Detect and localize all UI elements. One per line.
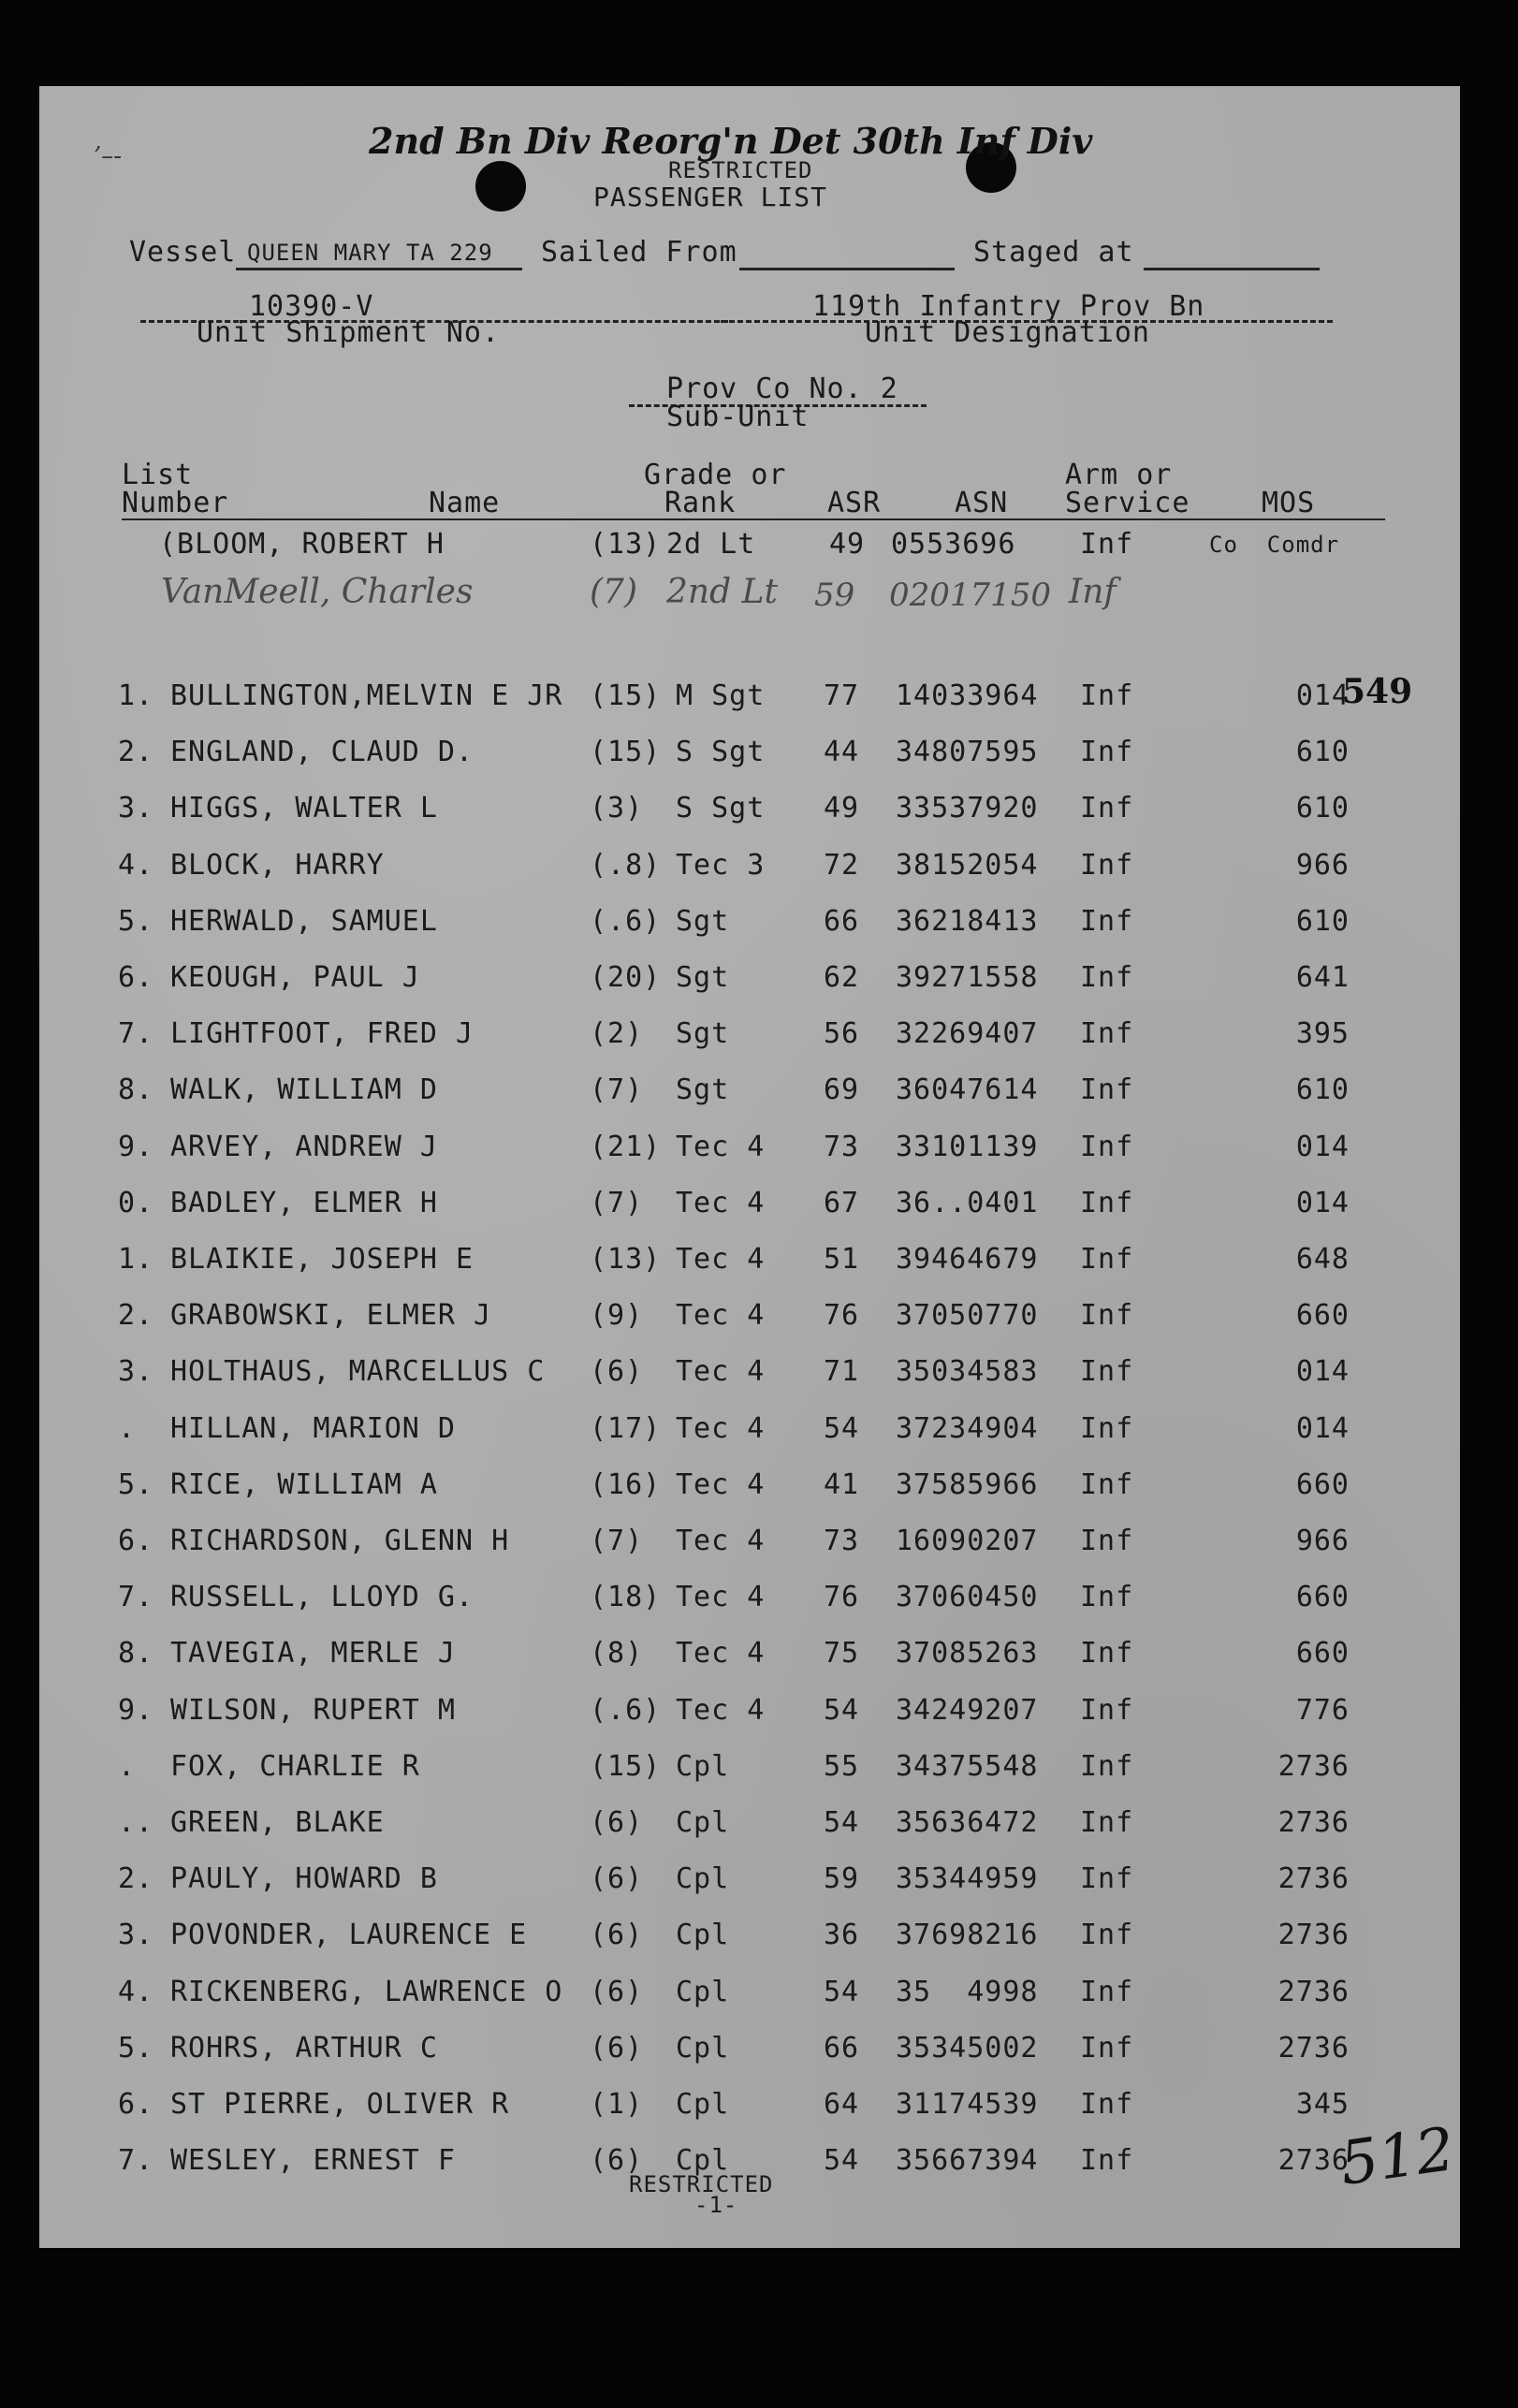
col-arm-2: Service <box>1065 487 1190 519</box>
handwritten-header: 2nd Bn Div Reorg'n Det 30th Inf Div <box>369 120 1093 162</box>
arm-service: Inf <box>1080 961 1134 994</box>
asn: 37585966 <box>896 1467 1039 1501</box>
row-number: 6. <box>118 1525 154 1557</box>
group-code: (15) <box>590 736 662 769</box>
asn: 35636472 <box>896 1806 1039 1839</box>
group-code: (8) <box>590 1637 644 1671</box>
asr: 66 <box>824 2031 860 2065</box>
document-title: PASSENGER LIST <box>593 182 828 212</box>
staged-at-underline <box>1144 268 1320 270</box>
asr: 51 <box>824 1243 860 1276</box>
group-code: (6) <box>590 1862 644 1896</box>
asn: 35345002 <box>896 2031 1039 2065</box>
table-row <box>39 1355 1460 1402</box>
passenger-name: WALK, WILLIAM D <box>170 1073 438 1107</box>
asr: 76 <box>824 1581 860 1614</box>
passenger-name: RUSSELL, LLOYD G. <box>170 1581 474 1614</box>
grade: Sgt <box>676 961 730 994</box>
grade: Cpl <box>676 1862 730 1896</box>
passenger-name: HOLTHAUS, MARCELLUS C <box>170 1355 546 1389</box>
officer-name: (BLOOM, ROBERT H <box>159 528 445 561</box>
grade: M Sgt <box>676 679 766 712</box>
asr: 76 <box>824 1299 860 1333</box>
table-row <box>39 1187 1460 1233</box>
grade: S Sgt <box>676 792 766 825</box>
arm-service: Inf <box>1080 1073 1134 1107</box>
handwritten-officer-arm: Inf <box>1069 573 1117 611</box>
arm-service: Inf <box>1080 1862 1134 1896</box>
sub-unit-value: Prov Co No. 2 <box>666 372 898 405</box>
row-number: 4. <box>118 1975 154 2008</box>
asn: 37060450 <box>896 1581 1039 1614</box>
mos: 648 <box>1295 1243 1350 1276</box>
table-row <box>39 961 1460 1008</box>
arm-service: Inf <box>1080 736 1134 769</box>
officer-asr: 49 <box>829 528 866 561</box>
row-number: 7. <box>118 2144 154 2178</box>
table-row <box>39 2088 1460 2135</box>
table-row <box>39 1637 1460 1684</box>
passenger-name: ST PIERRE, OLIVER R <box>170 2088 510 2121</box>
asn: 33537920 <box>896 792 1039 825</box>
row-number: 4. <box>118 848 154 882</box>
header-underline <box>122 518 1385 520</box>
asn: 37698216 <box>896 1919 1039 1952</box>
asr: 54 <box>824 1975 860 2008</box>
asn: 34249207 <box>896 1693 1039 1727</box>
arm-service: Inf <box>1080 1919 1134 1952</box>
mos: 2736 <box>1277 1975 1350 2008</box>
arm-service: Inf <box>1080 1186 1134 1219</box>
corner-mark: ’–‐ <box>94 142 123 170</box>
arm-service: Inf <box>1080 2031 1134 2065</box>
asr: 77 <box>824 679 860 712</box>
grade: Tec 4 <box>676 1525 766 1557</box>
asn: 37234904 <box>896 1411 1039 1445</box>
mos: 966 <box>1295 848 1350 882</box>
grade: Cpl <box>676 2031 730 2065</box>
arm-service: Inf <box>1080 1693 1134 1727</box>
unit-designation-value: 119th Infantry Prov Bn <box>812 290 1205 323</box>
mos: 2736 <box>1277 1749 1350 1783</box>
asn: 35344959 <box>896 1862 1039 1896</box>
mos: 014 <box>1295 1186 1350 1219</box>
arm-service: Inf <box>1080 1355 1134 1389</box>
arm-service: Inf <box>1080 1017 1134 1051</box>
passenger-name: HILLAN, MARION D <box>170 1411 456 1445</box>
row-number: 6. <box>118 2088 154 2121</box>
asn: 38152054 <box>896 848 1039 882</box>
passenger-name: ENGLAND, CLAUD D. <box>170 736 474 769</box>
grade: Sgt <box>676 1073 730 1107</box>
group-code: (15) <box>590 679 662 712</box>
asr: 73 <box>824 1525 860 1557</box>
page-number: -1- <box>694 2192 738 2218</box>
asr: 72 <box>824 848 860 882</box>
asn: 35034583 <box>896 1355 1039 1389</box>
mos: 2736 <box>1277 1919 1350 1952</box>
asn: 36218413 <box>896 904 1039 938</box>
grade: Tec 4 <box>676 1243 766 1276</box>
row-number: 5. <box>118 1467 154 1501</box>
table-row <box>39 1750 1460 1797</box>
col-grade-2: Rank <box>664 487 737 519</box>
row-number: 5. <box>118 2031 154 2065</box>
asn: 34807595 <box>896 736 1039 769</box>
asn: 39464679 <box>896 1243 1039 1276</box>
grade: Tec 4 <box>676 1186 766 1219</box>
group-code: (6) <box>590 2144 644 2178</box>
arm-service: Inf <box>1080 1299 1134 1333</box>
punch-hole <box>475 161 526 212</box>
officer-row <box>39 528 1460 575</box>
passenger-name: PAULY, HOWARD B <box>170 1862 438 1896</box>
group-code: (20) <box>590 961 662 994</box>
row-number: .. <box>118 1806 154 1839</box>
asn: 34375548 <box>896 1749 1039 1783</box>
asn: 16090207 <box>896 1525 1039 1557</box>
classification-bottom: RESTRICTED <box>629 2171 774 2197</box>
table-row <box>39 1412 1460 1459</box>
passenger-name: ROHRS, ARTHUR C <box>170 2031 438 2065</box>
row-number: 9. <box>118 1130 154 1163</box>
group-code: (17) <box>590 1411 662 1445</box>
passenger-name: RICE, WILLIAM A <box>170 1467 438 1501</box>
asr: 64 <box>824 2088 860 2121</box>
asn: 37085263 <box>896 1637 1039 1671</box>
grade: Sgt <box>676 1017 730 1051</box>
group-code: (.8) <box>590 848 662 882</box>
group-code: (.6) <box>590 904 662 938</box>
table-row <box>39 1243 1460 1290</box>
row-number: 1. <box>118 679 154 712</box>
mos: 014 <box>1295 1130 1350 1163</box>
group-code: (21) <box>590 1130 662 1163</box>
group-code: (6) <box>590 2031 644 2065</box>
unit-shipment-label: Unit Shipment No. <box>197 316 501 349</box>
asr: 67 <box>824 1186 860 1219</box>
table-row <box>39 1073 1460 1120</box>
officer-group: (13) <box>590 528 662 561</box>
grade: Cpl <box>676 1806 730 1839</box>
mos: 014 <box>1295 1411 1350 1445</box>
mos: 2736 <box>1277 2031 1350 2065</box>
row-number: 2. <box>118 1299 154 1333</box>
arm-service: Inf <box>1080 1749 1134 1783</box>
asr: 59 <box>824 1862 860 1896</box>
mos: 776 <box>1295 1693 1350 1727</box>
asr: 66 <box>824 904 860 938</box>
grade: Sgt <box>676 904 730 938</box>
row-number: 1. <box>118 1243 154 1276</box>
arm-service: Inf <box>1080 1975 1134 2008</box>
mos: 660 <box>1295 1299 1350 1333</box>
mos: 014 <box>1295 679 1350 712</box>
mos: 610 <box>1295 792 1350 825</box>
sailed-from-underline <box>739 268 955 270</box>
col-list-2: Number <box>122 487 229 519</box>
row-number: 3. <box>118 792 154 825</box>
grade: Tec 4 <box>676 1299 766 1333</box>
row-number: . <box>118 1749 137 1783</box>
table-row <box>39 2032 1460 2079</box>
grade: Tec 4 <box>676 1637 766 1671</box>
grade: Cpl <box>676 2144 730 2178</box>
grade: Cpl <box>676 1749 730 1783</box>
group-code: (18) <box>590 1581 662 1614</box>
row-number: 6. <box>118 961 154 994</box>
table-row <box>39 1299 1460 1346</box>
asr: 71 <box>824 1355 860 1389</box>
passenger-name: RICHARDSON, GLENN H <box>170 1525 510 1557</box>
mos: 345 <box>1295 2088 1350 2121</box>
group-code: (7) <box>590 1186 644 1219</box>
row-number: 0. <box>118 1186 154 1219</box>
sub-unit-label: Sub-Unit <box>666 401 810 433</box>
group-code: (3) <box>590 792 644 825</box>
passenger-name: HIGGS, WALTER L <box>170 792 438 825</box>
passenger-name: GREEN, BLAKE <box>170 1806 385 1839</box>
unit-designation-label: Unit Designation <box>865 316 1150 349</box>
passenger-name: BULLINGTON,MELVIN E JR <box>170 679 563 712</box>
handwritten-officer-group: (7) <box>590 573 637 611</box>
passenger-name: WILSON, RUPERT M <box>170 1693 456 1727</box>
vessel-underline <box>236 268 522 270</box>
vessel-label: Vessel <box>129 236 237 269</box>
unit-shipment-value: 10390-V <box>249 290 374 323</box>
asr: 55 <box>824 1749 860 1783</box>
arm-service: Inf <box>1080 792 1134 825</box>
passenger-name: TAVEGIA, MERLE J <box>170 1637 456 1671</box>
asn: 31174539 <box>896 2088 1039 2121</box>
col-list-1: List <box>122 459 194 491</box>
table-row <box>39 792 1460 839</box>
passenger-name: FOX, CHARLIE R <box>170 1749 420 1783</box>
passenger-name: ARVEY, ANDREW J <box>170 1130 438 1163</box>
group-code: (6) <box>590 1355 644 1389</box>
table-row <box>39 679 1460 726</box>
asr: 73 <box>824 1130 860 1163</box>
col-asn: ASN <box>955 487 1009 519</box>
row-number: 8. <box>118 1637 154 1671</box>
asr: 56 <box>824 1017 860 1051</box>
mos: 2736 <box>1277 1806 1350 1839</box>
handwritten-officer-asr: 59 <box>814 576 855 614</box>
sailed-from-label: Sailed From <box>541 236 737 269</box>
group-code: (6) <box>590 1975 644 2008</box>
handwritten-officer-name: VanMeell, Charles <box>161 573 474 611</box>
col-asr: ASR <box>827 487 882 519</box>
group-code: (13) <box>590 1243 662 1276</box>
passenger-name: WESLEY, ERNEST F <box>170 2144 456 2178</box>
arm-service: Inf <box>1080 2144 1134 2178</box>
officer-asn: 0553696 <box>891 528 1016 561</box>
officer-arm: Inf <box>1080 528 1134 561</box>
table-row <box>39 1017 1460 1064</box>
arm-service: Inf <box>1080 848 1134 882</box>
margin-number: 549 <box>1342 672 1413 711</box>
passenger-name: BLOCK, HARRY <box>170 848 385 882</box>
arm-service: Inf <box>1080 1525 1134 1557</box>
arm-service: Inf <box>1080 904 1134 938</box>
asr: 49 <box>824 792 860 825</box>
mos: 2736 <box>1277 1862 1350 1896</box>
group-code: (6) <box>590 1919 644 1952</box>
group-code: (6) <box>590 1806 644 1839</box>
asn: 33101139 <box>896 1130 1039 1163</box>
table-row <box>39 849 1460 896</box>
asr: 75 <box>824 1637 860 1671</box>
asr: 54 <box>824 1693 860 1727</box>
arm-service: Inf <box>1080 1467 1134 1501</box>
row-number: 3. <box>118 1355 154 1389</box>
officer-grade: 2d Lt <box>666 528 756 561</box>
mos: 014 <box>1295 1355 1350 1389</box>
table-row <box>39 1862 1460 1909</box>
group-code: (9) <box>590 1299 644 1333</box>
classification-top: RESTRICTED <box>668 157 813 183</box>
grade: Cpl <box>676 1975 730 2008</box>
arm-service: Inf <box>1080 1806 1134 1839</box>
table-row <box>39 736 1460 782</box>
passenger-name: HERWALD, SAMUEL <box>170 904 438 938</box>
grade: Tec 4 <box>676 1355 766 1389</box>
col-mos: MOS <box>1262 487 1316 519</box>
table-row <box>39 1919 1460 1965</box>
passenger-name: LIGHTFOOT, FRED J <box>170 1017 474 1051</box>
asr: 41 <box>824 1467 860 1501</box>
asr: 69 <box>824 1073 860 1107</box>
asn: 35 4998 <box>896 1975 1039 2008</box>
vessel-value: QUEEN MARY TA 229 <box>247 240 493 266</box>
handwritten-officer-asn: 02017150 <box>889 576 1052 614</box>
grade: S Sgt <box>676 736 766 769</box>
grade: Cpl <box>676 1919 730 1952</box>
asn: 14033964 <box>896 679 1039 712</box>
mos: 610 <box>1295 736 1350 769</box>
arm-service: Inf <box>1080 679 1134 712</box>
mos: 966 <box>1295 1525 1350 1557</box>
mos: 395 <box>1295 1017 1350 1051</box>
passenger-name: POVONDER, LAURENCE E <box>170 1919 528 1952</box>
asn: 37050770 <box>896 1299 1039 1333</box>
row-number: 8. <box>118 1073 154 1107</box>
table-row <box>39 1806 1460 1853</box>
asr: 36 <box>824 1919 860 1952</box>
arm-service: Inf <box>1080 1130 1134 1163</box>
handwritten-corner-number: 512 <box>1336 2114 1459 2200</box>
group-code: (16) <box>590 1467 662 1501</box>
grade: Cpl <box>676 2088 730 2121</box>
row-number: 9. <box>118 1693 154 1727</box>
handwritten-officer-grade: 2nd Lt <box>666 573 778 611</box>
asr: 62 <box>824 961 860 994</box>
table-row <box>39 905 1460 952</box>
asr: 54 <box>824 1411 860 1445</box>
row-number: 2. <box>118 1862 154 1896</box>
staged-at-label: Staged at <box>973 236 1134 269</box>
grade: Tec 4 <box>676 1467 766 1501</box>
passenger-name: BADLEY, ELMER H <box>170 1186 438 1219</box>
asn: 35667394 <box>896 2144 1039 2178</box>
mos: 641 <box>1295 961 1350 994</box>
mos: 610 <box>1295 1073 1350 1107</box>
document-page <box>39 86 1460 2248</box>
mos: 2736 <box>1277 2144 1350 2178</box>
passenger-name: RICKENBERG, LAWRENCE O <box>170 1975 563 2008</box>
grade: Tec 4 <box>676 1411 766 1445</box>
row-number: 5. <box>118 904 154 938</box>
asn: 36047614 <box>896 1073 1039 1107</box>
arm-service: Inf <box>1080 1243 1134 1276</box>
row-number: 7. <box>118 1581 154 1614</box>
asn: 32269407 <box>896 1017 1039 1051</box>
table-row <box>39 1525 1460 1571</box>
table-row <box>39 1581 1460 1627</box>
asn: 36..0401 <box>896 1186 1039 1219</box>
passenger-name: BLAIKIE, JOSEPH E <box>170 1243 474 1276</box>
group-code: (1) <box>590 2088 644 2121</box>
table-row <box>39 1976 1460 2022</box>
col-grade-1: Grade or <box>644 459 787 491</box>
asr: 54 <box>824 1806 860 1839</box>
asr: 54 <box>824 2144 860 2178</box>
arm-service: Inf <box>1080 2088 1134 2121</box>
group-code: (2) <box>590 1017 644 1051</box>
row-number: 7. <box>118 1017 154 1051</box>
table-row <box>39 1131 1460 1177</box>
group-code: (7) <box>590 1073 644 1107</box>
passenger-name: GRABOWSKI, ELMER J <box>170 1299 492 1333</box>
arm-service: Inf <box>1080 1637 1134 1671</box>
group-code: (15) <box>590 1749 662 1783</box>
grade: Tec 4 <box>676 1130 766 1163</box>
mos: 660 <box>1295 1637 1350 1671</box>
mos: 660 <box>1295 1581 1350 1614</box>
arm-service: Inf <box>1080 1411 1134 1445</box>
mos: 610 <box>1295 904 1350 938</box>
row-number: 2. <box>118 736 154 769</box>
group-code: (7) <box>590 1525 644 1557</box>
row-number: . <box>118 1411 137 1445</box>
row-number: 3. <box>118 1919 154 1952</box>
table-row <box>39 1694 1460 1741</box>
col-arm-1: Arm or <box>1065 459 1173 491</box>
grade: Tec 4 <box>676 1693 766 1727</box>
group-code: (.6) <box>590 1693 662 1727</box>
table-row <box>39 1468 1460 1515</box>
passenger-name: KEOUGH, PAUL J <box>170 961 420 994</box>
col-name: Name <box>429 487 501 519</box>
arm-service: Inf <box>1080 1581 1134 1614</box>
officer-mos: Co Comdr <box>1209 532 1340 558</box>
asn: 39271558 <box>896 961 1039 994</box>
asr: 44 <box>824 736 860 769</box>
grade: Tec 4 <box>676 1581 766 1614</box>
grade: Tec 3 <box>676 848 766 882</box>
mos: 660 <box>1295 1467 1350 1501</box>
